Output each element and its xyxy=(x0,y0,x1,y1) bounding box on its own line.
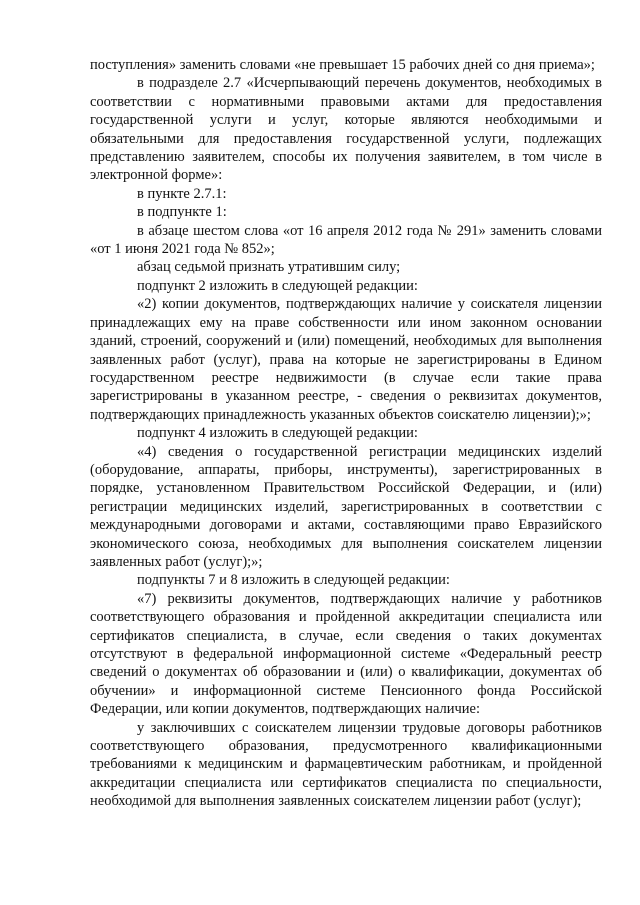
paragraph-12: «7) реквизиты документов, подтверждающих наличие у работников соответствующего образования и пройденной аккредитации специалиста или сертификатов специалиста, в случае, если сведения о таких документах отсутствуют в федеральной информационной системе «Федеральный реестр сведений о документах об образовании и (или) о квалификации, документах об обучении» и информационной системе Пенсионного фонда Российской Федерации, или копии документов, подтверждающих наличие: xyxy=(90,590,602,718)
paragraph-2: в подразделе 2.7 «Исчерпывающий перечень документов, необходимых в соответствии с нормативными правовыми актами для предоставления государственной услуги и услуг, которые являются необходимыми и обязательными для предоставления государственной услуги, подлежащих представлению заявителем, способы их получения заявителем, в том числе в электронной форме»: xyxy=(90,75,602,184)
document-page xyxy=(90,56,602,811)
paragraph-4: в подпункте 1: xyxy=(137,204,227,221)
paragraph-1: поступления» заменить словами «не превышает 15 рабочих дней со дня приема»; xyxy=(90,57,595,73)
paragraph-3: в пункте 2.7.1: xyxy=(137,185,227,202)
paragraph-5: в абзаце шестом слова «от 16 апреля 2012 года № 291» заменить словами «от 1 июня 2021 года № 852»; xyxy=(90,222,602,258)
paragraph-11: подпункты 7 и 8 изложить в следующей редакции: xyxy=(137,572,450,589)
paragraph-8: «2) копии документов, подтверждающих наличие у соискателя лицензии принадлежащих ему на праве собственности или ином законном основании зданий, строений, сооружений и (или) помещений, необходимых для выполнения заявленных работ (услуг), права на которые не зарегистрированы в Едином государственном реестре недвижимости (в случае если такие права зарегистрированы в указанном реестре, - сведения о реквизитах документов, подтверждающих принадлежность указанных объектов соискателю лицензии);»; xyxy=(90,296,602,423)
paragraph-6: абзац седьмой признать утратившим силу; xyxy=(137,259,401,276)
paragraph-13: у заключивших с соискателем лицензии трудовые договоры работников соответствующего образования, предусмотренного квалификационными требованиями к медицинским и фармацевтическим работникам, и пройденной аккредитации специалиста или сертификатов специалиста по специальности, необходимой для выполнения заявленных соискателем лицензии работ (услуг); xyxy=(90,719,602,810)
paragraph-7: подпункт 2 изложить в следующей редакции: xyxy=(137,277,418,294)
paragraph-10: «4) сведения о государственной регистрации медицинских изделий (оборудование, аппараты, приборы, инструменты), зарегистрированных в порядке, установленном Правительством Российской Федерации, и (или) регистрации медицинских изделий, зарегистрированных в соответствии с международными договорами и актами, составляющими право Евразийского экономического союза, необходимых для выполнения соискателем лицензии заявленных работ (услуг);»; xyxy=(90,443,602,570)
paragraph-9: подпункт 4 изложить в следующей редакции: xyxy=(137,425,418,442)
